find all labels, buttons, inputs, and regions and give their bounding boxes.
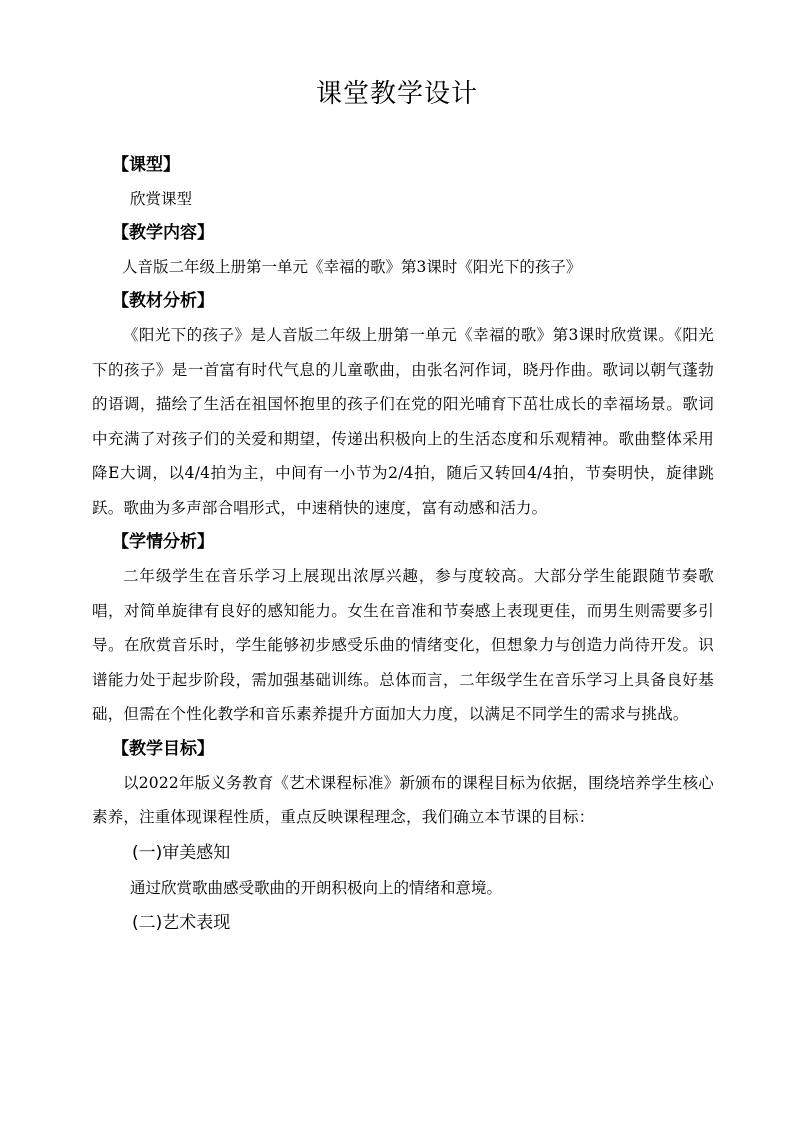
- material-analysis-heading: 【教材分析】: [112, 291, 214, 311]
- document-body: [92, 148, 714, 941]
- teaching-goals-paragraph: 以2022年版义务教育《艺术课程标准》新颁布的课程目标为依据，围绕培养学生核心素养，注重体现课程性质，重点反映课程理念，我们确立本节课的目标：: [92, 773, 714, 826]
- goal-artistic-expression-heading: (二)艺术表现: [132, 912, 231, 933]
- document-title: 课堂教学设计: [315, 79, 478, 109]
- goal-aesthetic-perception-heading: (一)审美感知: [132, 842, 231, 863]
- lesson-type-text: 欣赏课型: [130, 190, 193, 208]
- teaching-content-heading: 【教学内容】: [112, 223, 214, 243]
- student-analysis-paragraph: 二年级学生在音乐学习上展现出浓厚兴趣，参与度较高。大部分学生能跟随节奏歌唱，对简单旋律有良好的感知能力。女生在音准和节奏感上表现更佳，而男生则需要多引导。在欣赏音乐时，学生能够初步感受乐曲的情绪变化，但想象力与创造力尚待开发。识谱能力处于起步阶段，需加强基础训练。总体而言，二年级学生在音乐学习上具备良好基础，但需在个性化教学和音乐素养提升方面加大力度，以满足不同学生的需求与挑战。: [92, 567, 714, 723]
- goal-aesthetic-perception-text: 通过欣赏歌曲感受歌曲的开朗积极向上的情绪和意境。: [130, 878, 503, 897]
- lesson-type-heading: 【课型】: [112, 155, 180, 175]
- student-analysis-heading: 【学情分析】: [112, 532, 214, 552]
- teaching-goals-heading: 【教学目标】: [112, 738, 214, 759]
- material-analysis-paragraph: 《阳光下的孩子》是人音版二年级上册第一单元《幸福的歌》第3课时欣赏课。《阳光下的孩子》是一首富有时代气息的儿童歌曲，由张名河作词，晓丹作曲。歌词以朝气蓬勃的语调，描绘了生活在祖国怀抱里的孩子们在党的阳光哺育下茁壮成长的幸福场景。歌词中充满了对孩子们的关爱和期望，传递出积极向上的生活态度和乐观精神。歌曲整体采用降E大调，以4/4拍为主，中间有一小节为2/4拍，随后又转回4/4拍，节奏明快，旋律跳跃。歌曲为多声部合唱形式，中速稍快的速度，富有动感和活力。: [92, 326, 714, 517]
- teaching-content-text: 人音版二年级上册第一单元《幸福的歌》第3课时《阳光下的孩子》: [122, 258, 582, 276]
